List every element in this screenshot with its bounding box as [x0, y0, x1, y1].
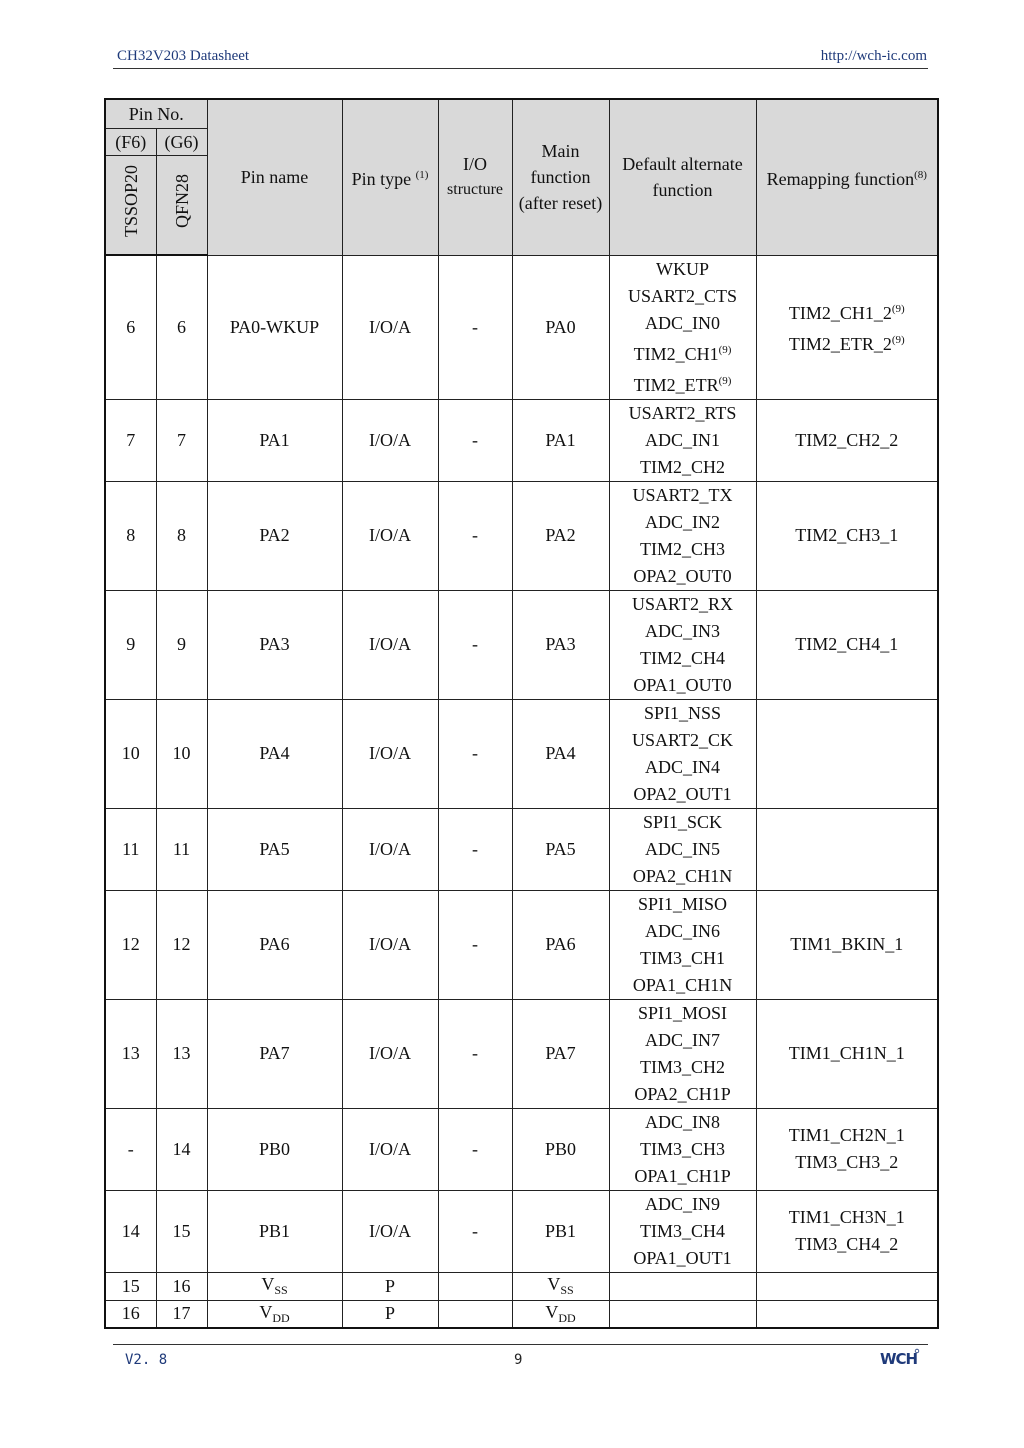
alt-function-label: TIM2_ETR [633, 374, 719, 395]
pin-name-cell: PA2 [207, 481, 342, 590]
tssop20-pin-cell: 11 [105, 808, 156, 890]
alt-function-item [610, 509, 756, 536]
alt-function-item [610, 754, 756, 781]
power-row [105, 1300, 938, 1328]
alt-function-item [610, 672, 756, 699]
main-function-cell: PA3 [512, 590, 609, 699]
io-structure-cell: - [438, 808, 512, 890]
pin-type-cell: P [342, 1272, 438, 1300]
alt-function-item [610, 891, 756, 918]
remap-label: TIM3_CH4_2 [795, 1234, 899, 1254]
remap-item [757, 1149, 938, 1176]
pin-type-cell: I/O/A [342, 999, 438, 1108]
pin-type-header [342, 99, 438, 255]
pin-type-cell: I/O/A [342, 890, 438, 999]
footer-rule [113, 1344, 928, 1345]
alt-function-label: WKUP [656, 258, 710, 279]
tssop20-pin-cell: 12 [105, 890, 156, 999]
io-structure-cell: - [438, 890, 512, 999]
alt-function-item [610, 482, 756, 509]
pin-name-subscript: DD [272, 1310, 290, 1325]
pin-type-cell: I/O/A [342, 590, 438, 699]
pin-name-cell [207, 1272, 342, 1300]
main-function-base: V [545, 1301, 559, 1322]
alt-function-item [610, 1027, 756, 1054]
io-structure-cell: - [438, 399, 512, 481]
main-function-header [512, 99, 609, 255]
default-alt-cell [609, 1190, 756, 1272]
alt-function-item [610, 337, 756, 368]
io-header-line2: structure [447, 181, 503, 199]
tssop20-header [105, 155, 156, 255]
remap-label: TIM2_CH4_1 [795, 634, 899, 654]
alt-function-item [610, 972, 756, 999]
alt-function-label: OPA2_OUT0 [633, 565, 732, 586]
alt-function-label: ADC_IN1 [645, 429, 721, 450]
remap-cell [756, 890, 938, 999]
qfn28-pin-cell: 14 [156, 1108, 207, 1190]
remap-cell [756, 699, 938, 808]
remap-item [757, 522, 938, 549]
default-alt-cell [609, 999, 756, 1108]
main-function-cell: PA7 [512, 999, 609, 1108]
main-function-cell [512, 1300, 609, 1328]
pin-name-cell: PB1 [207, 1190, 342, 1272]
main-function-cell: PA4 [512, 699, 609, 808]
tssop20-pin-cell: 10 [105, 699, 156, 808]
main-function-cell: PB0 [512, 1108, 609, 1190]
qfn28-pin-cell: 17 [156, 1300, 207, 1328]
remap-cell [756, 590, 938, 699]
pin-type-cell: P [342, 1300, 438, 1328]
qfn28-pin-cell: 6 [156, 255, 207, 399]
table-row [105, 1190, 938, 1272]
io-structure-cell [438, 1300, 512, 1328]
alt-function-item [610, 368, 756, 399]
alt-function-item [610, 1000, 756, 1027]
alt-function-item [610, 1245, 756, 1272]
alt-function-item [610, 427, 756, 454]
wch-logo-icon [880, 1346, 922, 1372]
pin-name-header [207, 99, 342, 255]
alt-function-item [610, 536, 756, 563]
default-alt-cell [609, 1300, 756, 1328]
alt-function-item [610, 283, 756, 310]
default-header-line2: function [652, 180, 713, 201]
pin-name-subscript: SS [274, 1283, 288, 1297]
default-alt-cell [609, 481, 756, 590]
main-function-base: V [547, 1274, 561, 1294]
alt-function-item [610, 700, 756, 727]
pin-type-cell: I/O/A [342, 481, 438, 590]
alt-function-item [610, 809, 756, 836]
remap-item [757, 631, 938, 658]
alt-function-item [610, 1109, 756, 1136]
qfn28-pin-cell: 15 [156, 1190, 207, 1272]
page-header-title: CH32V203 Datasheet [117, 48, 250, 64]
io-structure-cell: - [438, 999, 512, 1108]
remap-item [757, 1122, 938, 1149]
note-9-marker: (9) [718, 343, 732, 356]
pin-type-cell: I/O/A [342, 255, 438, 399]
remap-item [757, 1231, 938, 1258]
remap-label: TIM2_ETR_2 [788, 334, 892, 354]
pin-type-cell: I/O/A [342, 699, 438, 808]
alt-function-item [610, 863, 756, 890]
default-alt-cell [609, 1108, 756, 1190]
alt-function-label: USART2_TX [632, 484, 733, 505]
default-alt-cell [609, 1272, 756, 1300]
alt-function-label: ADC_IN7 [645, 1029, 721, 1050]
alt-function-label: USART2_CK [632, 729, 733, 750]
pin-name-cell: PA0-WKUP [207, 255, 342, 399]
note-9-marker: (9) [891, 303, 905, 315]
package-g6-header: (G6) [156, 128, 207, 155]
alt-function-item [610, 256, 756, 283]
alt-function-label: ADC_IN6 [645, 920, 721, 941]
pin-type-note: (1) [415, 169, 429, 182]
svg-text:WCH: WCH [880, 1350, 918, 1368]
alt-function-item [610, 1163, 756, 1190]
alt-function-item [610, 400, 756, 427]
pin-name-cell: PB0 [207, 1108, 342, 1190]
remap-header-label: Remapping function [766, 169, 915, 190]
remap-cell [756, 1190, 938, 1272]
io-structure-header [438, 99, 512, 255]
main-function-cell: PA0 [512, 255, 609, 399]
alt-function-item [610, 645, 756, 672]
pin-type-cell: I/O/A [342, 1190, 438, 1272]
remap-label: TIM1_BKIN_1 [790, 934, 904, 954]
note-9-marker: (9) [718, 374, 732, 387]
default-header-line1: Default alternate [622, 154, 743, 175]
main-header-line1: Main [541, 141, 580, 162]
table-row [105, 808, 938, 890]
remap-item [757, 1040, 938, 1067]
remap-label: TIM1_CH2N_1 [788, 1125, 905, 1145]
main-function-cell: PA1 [512, 399, 609, 481]
footer-version: V2. 8 [125, 1352, 168, 1368]
remap-cell [756, 1300, 938, 1328]
pin-name-cell: PA3 [207, 590, 342, 699]
alt-function-item [610, 563, 756, 590]
tssop20-pin-cell: 7 [105, 399, 156, 481]
remap-label: TIM2_CH2_2 [795, 429, 899, 450]
pin-name-cell: PA5 [207, 808, 342, 890]
remap-label: TIM1_CH3N_1 [788, 1207, 905, 1227]
main-function-subscript: SS [560, 1283, 574, 1297]
alt-function-label: OPA2_CH1N [632, 865, 733, 886]
pin-definition-table [104, 98, 939, 1329]
alt-function-label: OPA1_OUT1 [633, 1247, 732, 1268]
alt-function-label: SPI1_NSS [643, 702, 722, 723]
alt-function-item [610, 1191, 756, 1218]
remap-cell [756, 481, 938, 590]
alt-function-label: OPA1_OUT0 [633, 674, 732, 695]
default-alt-header [609, 99, 756, 255]
alt-function-label: ADC_IN5 [645, 838, 721, 859]
alt-function-label: TIM2_CH4 [640, 647, 726, 668]
alt-function-label: OPA1_CH1P [634, 1165, 731, 1186]
pin-type-cell: I/O/A [342, 808, 438, 890]
qfn28-pin-cell: 9 [156, 590, 207, 699]
qfn28-pin-cell: 10 [156, 699, 207, 808]
tssop20-pin-cell: 15 [105, 1272, 156, 1300]
alt-function-item [610, 1081, 756, 1108]
pin-type-cell: I/O/A [342, 1108, 438, 1190]
qfn28-pin-cell: 12 [156, 890, 207, 999]
alt-function-item [610, 836, 756, 863]
io-structure-cell: - [438, 1190, 512, 1272]
alt-function-item [610, 618, 756, 645]
default-alt-cell [609, 890, 756, 999]
remap-label: TIM2_CH1_2 [788, 303, 892, 323]
tssop20-label: TSSOP20 [120, 165, 141, 238]
alt-function-label: ADC_IN0 [645, 312, 721, 333]
table-row [105, 590, 938, 699]
io-structure-cell [438, 1272, 512, 1300]
table-row [105, 999, 938, 1108]
page-header-url[interactable]: http://wch-ic.com [820, 48, 927, 64]
page-number: 9 [514, 1352, 523, 1368]
tssop20-pin-cell: 9 [105, 590, 156, 699]
header-rule [113, 68, 928, 69]
pin-name-header-label: Pin name [240, 167, 309, 188]
pin-name-cell [207, 1300, 342, 1328]
tssop20-pin-cell: 13 [105, 999, 156, 1108]
main-function-subscript: DD [558, 1310, 576, 1325]
note-9-marker: (9) [891, 334, 905, 346]
alt-function-label: OPA1_CH1N [632, 974, 733, 995]
main-function-cell: PA5 [512, 808, 609, 890]
alt-function-label: OPA2_OUT1 [633, 783, 732, 804]
remap-item [757, 1204, 938, 1231]
remap-cell [756, 399, 938, 481]
pin-name-cell: PA1 [207, 399, 342, 481]
remap-cell [756, 999, 938, 1108]
io-structure-cell: - [438, 255, 512, 399]
table-row [105, 255, 938, 399]
tssop20-pin-cell: 8 [105, 481, 156, 590]
io-header-line1: I/O [463, 154, 488, 175]
tssop20-pin-cell: 16 [105, 1300, 156, 1328]
package-f6-header: (F6) [105, 128, 156, 155]
table-head [105, 99, 938, 255]
table-row [105, 1108, 938, 1190]
remap-header [756, 99, 938, 255]
alt-function-label: SPI1_SCK [643, 811, 723, 832]
tssop20-pin-cell: 14 [105, 1190, 156, 1272]
io-structure-cell: - [438, 1108, 512, 1190]
qfn28-label: QFN28 [171, 174, 192, 229]
io-structure-cell: - [438, 481, 512, 590]
remap-label: TIM3_CH3_2 [795, 1152, 899, 1172]
alt-function-item [610, 918, 756, 945]
default-alt-cell [609, 590, 756, 699]
alt-function-item [610, 1054, 756, 1081]
remap-item [757, 327, 938, 358]
pin-no-header: Pin No. [105, 99, 207, 128]
tssop20-pin-cell: - [105, 1108, 156, 1190]
main-function-cell: PA6 [512, 890, 609, 999]
alt-function-label: TIM3_CH4 [640, 1220, 726, 1241]
main-header-line3: (after reset) [518, 193, 603, 214]
alt-function-label: ADC_IN2 [645, 511, 721, 532]
alt-function-item [610, 781, 756, 808]
remap-item [757, 427, 938, 454]
default-alt-cell [609, 399, 756, 481]
alt-function-label: TIM3_CH3 [640, 1138, 726, 1159]
pin-name-base: V [261, 1274, 275, 1294]
qfn28-pin-cell: 11 [156, 808, 207, 890]
alt-function-item [610, 1136, 756, 1163]
alt-function-label: TIM3_CH1 [640, 947, 726, 968]
remap-cell [756, 255, 938, 399]
default-alt-cell [609, 255, 756, 399]
alt-function-label: TIM2_CH1 [633, 343, 719, 364]
pin-type-header-label: Pin type [351, 169, 412, 190]
remap-label: TIM2_CH3_1 [795, 525, 899, 545]
table-body [105, 255, 938, 1328]
qfn28-pin-cell: 8 [156, 481, 207, 590]
table-row [105, 399, 938, 481]
alt-function-label: TIM2_CH2 [640, 456, 726, 477]
table-row [105, 890, 938, 999]
alt-function-label: ADC_IN4 [645, 756, 721, 777]
io-structure-cell: - [438, 590, 512, 699]
alt-function-item [610, 945, 756, 972]
alt-function-label: ADC_IN9 [645, 1193, 721, 1214]
alt-function-label: SPI1_MISO [638, 893, 728, 914]
alt-function-label: TIM3_CH2 [640, 1056, 726, 1077]
alt-function-item [610, 591, 756, 618]
tssop20-pin-cell: 6 [105, 255, 156, 399]
alt-function-label: USART2_CTS [628, 285, 737, 306]
main-function-cell [512, 1272, 609, 1300]
alt-function-item [610, 310, 756, 337]
alt-function-label: ADC_IN8 [645, 1111, 721, 1132]
qfn28-pin-cell: 7 [156, 399, 207, 481]
pin-name-base: V [259, 1301, 273, 1322]
remap-item [757, 931, 938, 958]
table-row [105, 481, 938, 590]
pin-name-cell: PA6 [207, 890, 342, 999]
qfn28-pin-cell: 16 [156, 1272, 207, 1300]
alt-function-item [610, 1218, 756, 1245]
table-row [105, 699, 938, 808]
pin-name-cell: PA7 [207, 999, 342, 1108]
alt-function-item [610, 454, 756, 481]
main-function-cell: PB1 [512, 1190, 609, 1272]
default-alt-cell [609, 808, 756, 890]
qfn28-header [156, 155, 207, 255]
remap-note: (8) [914, 169, 927, 182]
alt-function-label: USART2_RTS [628, 402, 737, 423]
main-header-line2: function [530, 167, 591, 188]
alt-function-label: ADC_IN3 [645, 620, 721, 641]
remap-item [757, 296, 938, 327]
pin-name-cell: PA4 [207, 699, 342, 808]
alt-function-label: OPA2_CH1P [634, 1083, 731, 1104]
alt-function-label: SPI1_MOSI [638, 1002, 728, 1023]
io-structure-cell: - [438, 699, 512, 808]
remap-cell [756, 1108, 938, 1190]
remap-cell [756, 808, 938, 890]
alt-function-label: USART2_RX [632, 593, 733, 614]
alt-function-label: TIM2_CH3 [640, 538, 726, 559]
default-alt-cell [609, 699, 756, 808]
remap-cell [756, 1272, 938, 1300]
power-row [105, 1272, 938, 1300]
remap-label: TIM1_CH1N_1 [788, 1043, 905, 1063]
main-function-cell: PA2 [512, 481, 609, 590]
qfn28-pin-cell: 13 [156, 999, 207, 1108]
pin-type-cell: I/O/A [342, 399, 438, 481]
alt-function-item [610, 727, 756, 754]
